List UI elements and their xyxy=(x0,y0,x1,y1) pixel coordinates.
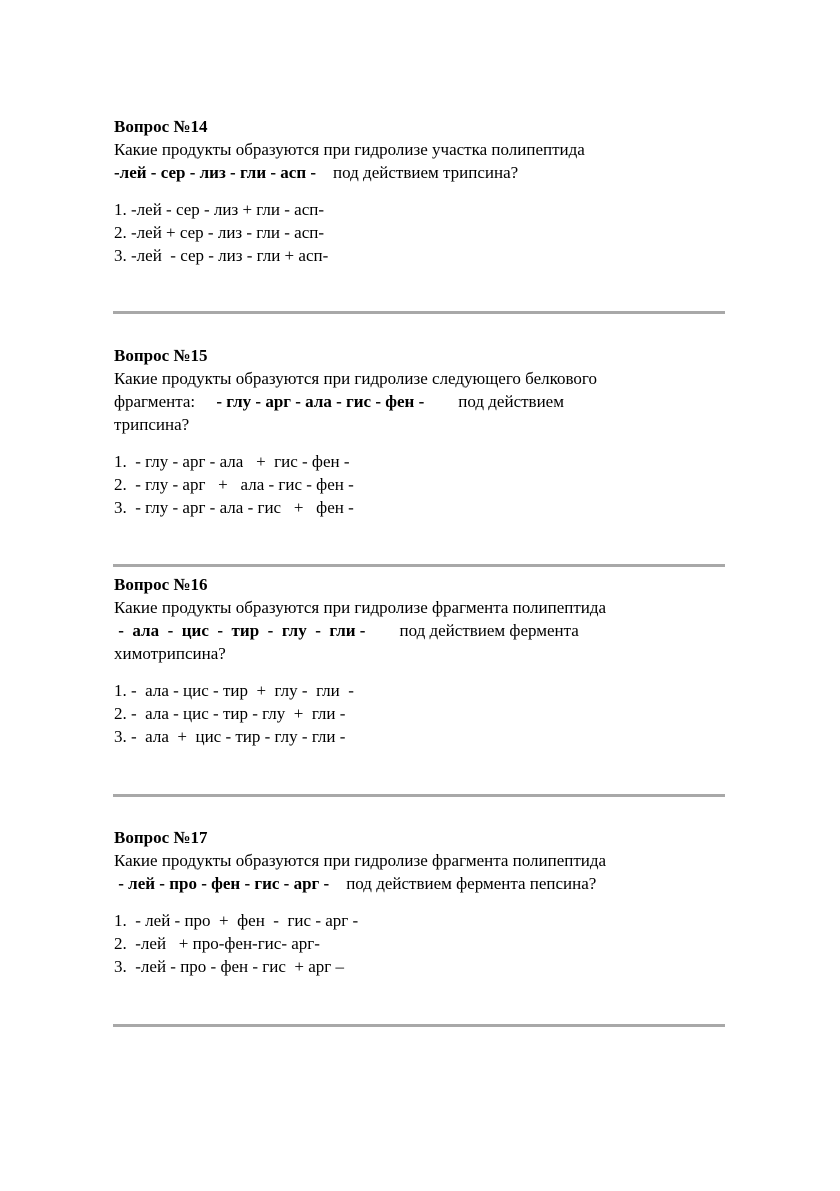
question-14 xyxy=(114,115,714,267)
answer-option: 1. - ала - цис - тир + глу - гли - xyxy=(114,681,354,700)
answer-options xyxy=(114,679,714,748)
question-text: Какие продукты образуются при гидролизе фрагмента полипептида xyxy=(114,598,607,617)
peptide-sequence: - глу - арг - ала - гис - фен - xyxy=(216,392,425,411)
answer-option: 3. - ала + цис - тир - глу - гли - xyxy=(114,727,346,746)
divider xyxy=(113,794,725,797)
question-text: химотрипсина? xyxy=(114,644,226,663)
answer-option: 2. -лей + сер - лиз - гли - асп- xyxy=(114,223,324,242)
question-text-rest: под действием xyxy=(424,392,564,411)
answer-options xyxy=(114,198,714,267)
question-text-rest: под действием трипсина? xyxy=(316,163,519,182)
question-text: Какие продукты образуются при гидролизе участка полипептида xyxy=(114,140,585,159)
question-16 xyxy=(114,573,714,748)
question-text xyxy=(114,390,714,413)
divider xyxy=(113,1024,725,1027)
question-text xyxy=(114,161,714,184)
peptide-sequence: -лей - сер - лиз - гли - асп - xyxy=(114,163,317,182)
question-text xyxy=(114,619,714,642)
answer-option: 1. - глу - арг - ала + гис - фен - xyxy=(114,452,350,471)
answer-options xyxy=(114,450,714,519)
question-text-rest: под действием фермента пепсина? xyxy=(329,874,597,893)
answer-options xyxy=(114,909,714,978)
question-text: Какие продукты образуются при гидролизе фрагмента полипептида xyxy=(114,851,607,870)
question-text xyxy=(114,872,714,895)
answer-option: 2. - глу - арг + ала - гис - фен - xyxy=(114,475,354,494)
question-15 xyxy=(114,344,714,519)
question-text-rest: под действием фермента xyxy=(365,621,579,640)
peptide-sequence: - ала - цис - тир - глу - гли - xyxy=(114,621,366,640)
question-text-pre: фрагмента: xyxy=(114,392,217,411)
divider xyxy=(113,564,725,567)
question-title: Вопрос №14 xyxy=(114,117,208,136)
question-title: Вопрос №16 xyxy=(114,575,208,594)
answer-option: 2. -лей + про-фен-гис- арг- xyxy=(114,934,320,953)
answer-option: 1. - лей - про + фен - гис - арг - xyxy=(114,911,359,930)
peptide-sequence: - лей - про - фен - гис - арг - xyxy=(114,874,330,893)
question-title: Вопрос №17 xyxy=(114,828,208,847)
divider xyxy=(113,311,725,314)
answer-option: 3. -лей - про - фен - гис + арг – xyxy=(114,957,344,976)
question-text: трипсина? xyxy=(114,415,190,434)
question-text: Какие продукты образуются при гидролизе следующего белкового xyxy=(114,369,597,388)
answer-option: 2. - ала - цис - тир - глу + гли - xyxy=(114,704,346,723)
answer-option: 1. -лей - сер - лиз + гли - асп- xyxy=(114,200,324,219)
question-title: Вопрос №15 xyxy=(114,346,208,365)
question-17 xyxy=(114,826,714,978)
answer-option: 3. - глу - арг - ала - гис + фен - xyxy=(114,498,354,517)
answer-option: 3. -лей - сер - лиз - гли + асп- xyxy=(114,246,329,265)
